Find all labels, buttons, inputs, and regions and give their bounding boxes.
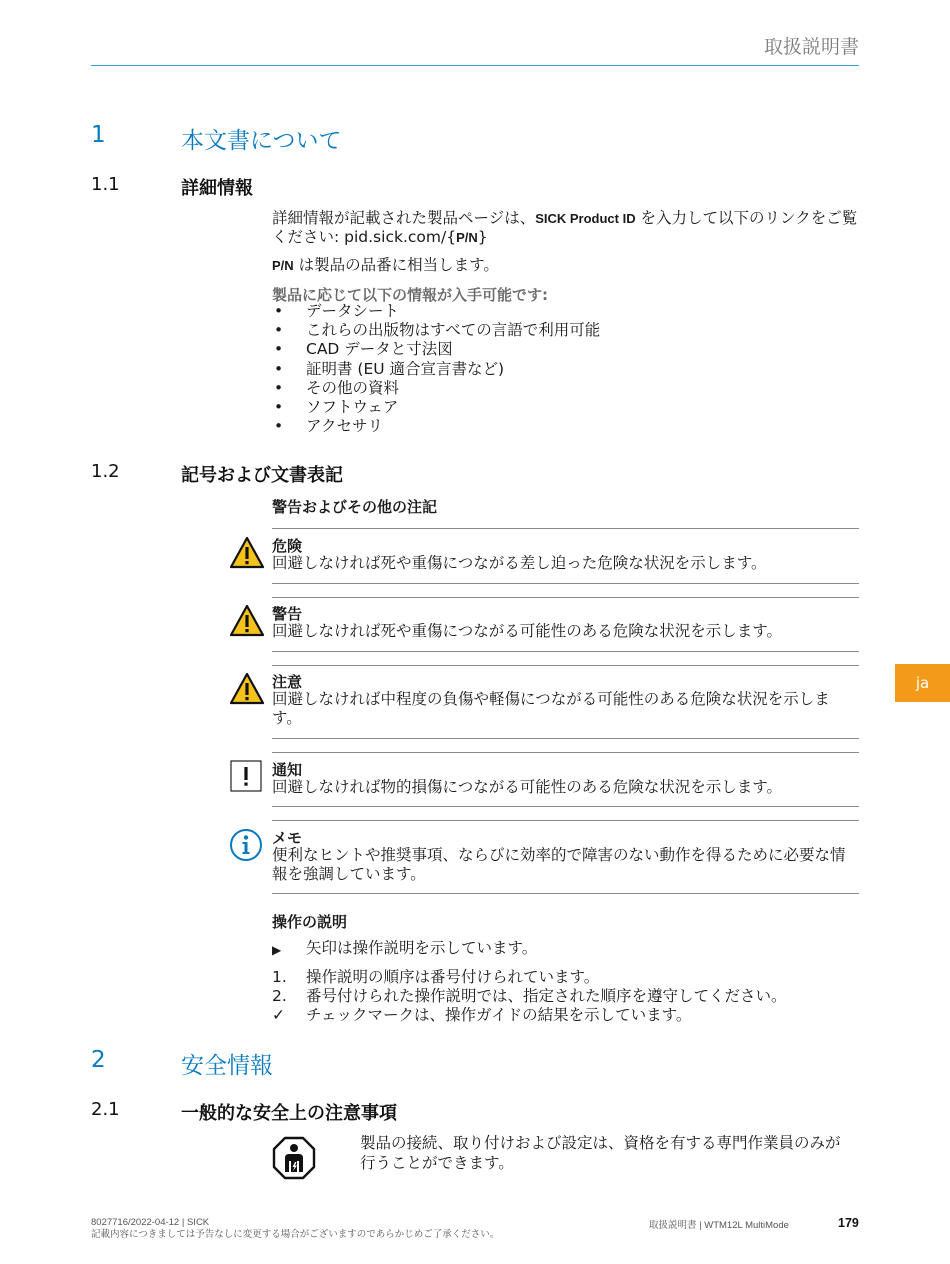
instructions-heading: 操作の説明: [272, 913, 348, 931]
list-item: • アクセサリ: [274, 417, 384, 436]
notice-rule: [272, 597, 859, 598]
list-item: • データシート: [274, 302, 400, 320]
info-text-b: を入力して以下のリンクをご覧: [635, 209, 858, 227]
page-number: 179: [838, 1216, 859, 1230]
notice-rule: [272, 806, 859, 807]
notice-rule: [272, 651, 859, 652]
section-2-1-title: 一般的な安全上の注意事項: [181, 1103, 397, 1124]
notice-text-danger: 回避しなければ死や重傷につながる差し迫った危険な状況を示します。: [272, 554, 767, 572]
header-rule: [91, 65, 859, 66]
section-1-1-number: 1.1: [91, 174, 120, 195]
list-item: • ソフトウェア: [274, 398, 399, 417]
section-1-1-title: 詳細情報: [181, 178, 253, 199]
notice-text-warning: 回避しなければ死や重傷につながる可能性のある危険な状況を示します。: [272, 622, 782, 640]
checkmark-icon: ✓: [272, 1006, 285, 1024]
notice-text-notice: 回避しなければ物的損傷につながる可能性のある危険な状況を示します。: [272, 778, 782, 796]
section-1-2-title: 記号および文書表記: [181, 465, 343, 486]
section-1-title: 本文書について: [181, 128, 342, 154]
notice-title-warning: 警告: [272, 605, 303, 623]
info-icon: [229, 828, 263, 862]
safety-text-line-1: 製品の接続、取り付けおよび設定は、資格を有する専門作業員のみが: [360, 1134, 841, 1152]
step-marker: 2.: [272, 987, 287, 1005]
notice-title-notice: 通知: [272, 761, 303, 779]
section-2-title: 安全情報: [181, 1053, 273, 1079]
safety-text-line-2: 行うことができます。: [360, 1154, 514, 1172]
info-list: [272, 302, 832, 436]
notice-title-memo: メモ: [272, 829, 303, 847]
notice-exclamation-icon: [230, 760, 262, 792]
step-text: 番号付けられた操作説明では、指定された順序を遵守してください。: [306, 987, 787, 1005]
list-heading: 製品に応じて以下の情報が入手可能です:: [272, 286, 549, 304]
arrow-marker-icon: ▶: [272, 943, 282, 957]
warnings-heading: 警告およびその他の注記: [272, 498, 438, 516]
list-item: • 証明書 (EU 適合宣言書など): [274, 359, 505, 378]
info-link-close: }: [477, 228, 488, 246]
notice-text-memo-cont: 報を強調しています。: [272, 865, 426, 883]
list-item: • これらの出版物はすべての言語で利用可能: [274, 321, 601, 340]
sick-product-id: SICK Product ID: [535, 211, 636, 226]
qualified-personnel-icon: [272, 1136, 316, 1180]
notice-rule: [272, 583, 859, 584]
list-item: • CAD データと寸法図: [274, 340, 453, 359]
arrow-text: 矢印は操作説明を示しています。: [306, 939, 538, 957]
language-tab[interactable]: ja: [895, 664, 950, 702]
footer-doc-id: 8027716/2022-04-12 | SICK: [91, 1217, 210, 1228]
info-link-text: ください: pid.sick.com/{: [272, 228, 457, 246]
notice-text-caution: 回避しなければ中程度の負傷や軽傷につながる可能性のある危険な状況を示しま: [272, 690, 830, 708]
notice-rule: [272, 738, 859, 739]
header-title: 取扱説明書: [763, 36, 859, 58]
info-text-a: 詳細情報が記載された製品ページは、: [272, 209, 536, 227]
section-2-1-number: 2.1: [91, 1099, 120, 1120]
notice-title-danger: 危険: [272, 537, 303, 555]
notice-title-caution: 注意: [272, 673, 303, 691]
notice-rule: [272, 820, 859, 821]
instruction-step: [272, 968, 862, 988]
section-1-number: 1: [91, 122, 106, 148]
notice-rule: [272, 665, 859, 666]
footer-left: [91, 1217, 499, 1241]
footer-manual-label: 取扱説明書 | WTM12L MultiMode: [649, 1220, 789, 1231]
result-text: チェックマークは、操作ガイドの結果を示しています。: [306, 1006, 692, 1024]
warning-triangle-icon: [229, 536, 265, 569]
instruction-step: [272, 987, 862, 1007]
pn-label: P/N: [272, 258, 294, 273]
info-link-pn: P/N: [456, 230, 478, 245]
pn-paragraph: [272, 256, 499, 275]
instruction-arrow: [272, 939, 862, 959]
notice-text-caution-cont: す。: [272, 709, 302, 727]
warning-triangle-icon: [229, 672, 265, 705]
list-item: • その他の資料: [274, 378, 400, 397]
info-paragraph: [272, 209, 872, 247]
section-1-2-number: 1.2: [91, 461, 120, 482]
step-text: 操作説明の順序は番号付けられています。: [306, 968, 600, 986]
notice-rule: [272, 893, 859, 894]
footer-disclaimer: 記載内容につきましては予告なしに変更する場合がございますのであらかじめご了承ください。: [91, 1229, 500, 1240]
notice-text-memo: 便利なヒントや推奨事項、ならびに効率的で障害のない動作を得るために必要な情: [272, 846, 846, 864]
instruction-result: [272, 1006, 862, 1026]
notice-rule: [272, 752, 859, 753]
step-marker: 1.: [272, 968, 287, 986]
pn-text: は製品の品番に相当します。: [293, 256, 499, 274]
section-2-number: 2: [91, 1047, 106, 1073]
warning-triangle-icon: [229, 604, 265, 637]
notice-rule: [272, 528, 859, 529]
